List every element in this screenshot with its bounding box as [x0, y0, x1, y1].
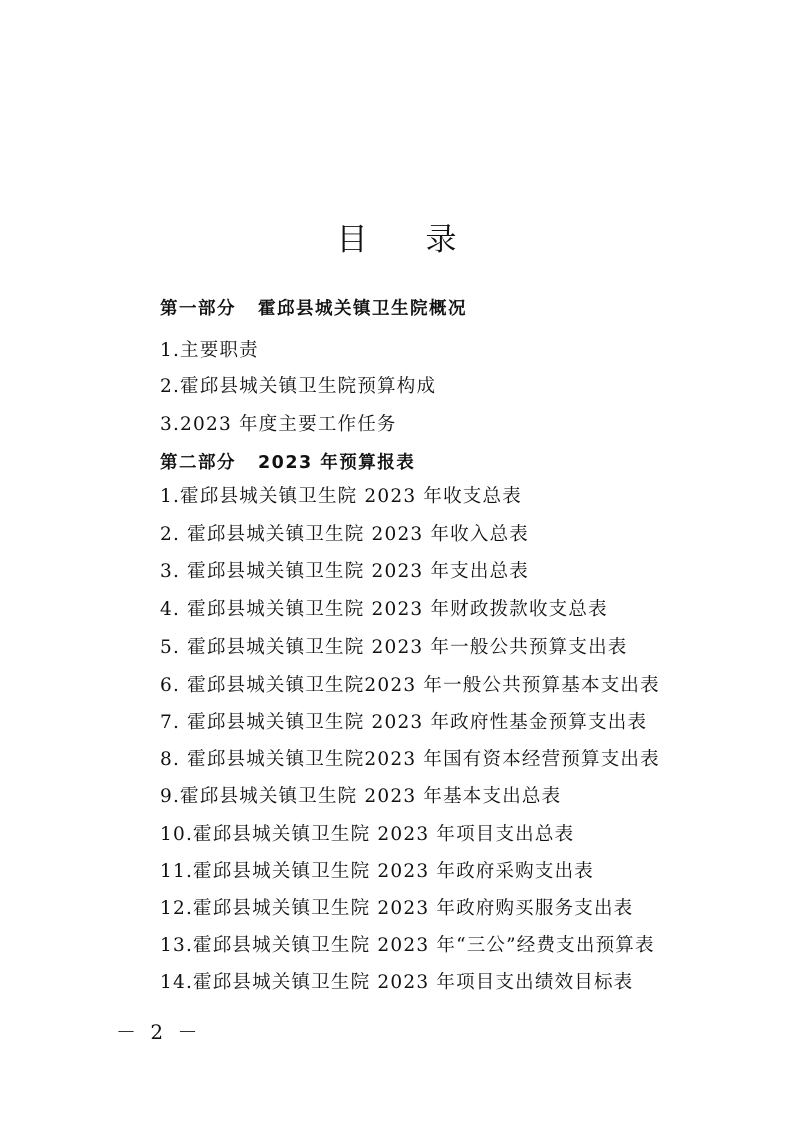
part-1-name: 霍邱县城关镇卫生院概况	[258, 299, 467, 319]
toc-item[interactable]: 2.霍邱县城关镇卫生院预算构成	[160, 376, 437, 397]
page-number: － 2 －	[116, 1020, 202, 1044]
toc-item[interactable]: 9.霍邱县城关镇卫生院 2023 年基本支出总表	[160, 786, 562, 807]
toc-title	[0, 214, 793, 259]
toc-item[interactable]: 14.霍邱县城关镇卫生院 2023 年项目支出绩效目标表	[160, 972, 634, 993]
toc-item[interactable]: 1.霍邱县城关镇卫生院 2023 年收支总表	[160, 486, 522, 507]
toc-title-char-1: 目	[336, 222, 368, 258]
toc-item[interactable]: 6. 霍邱县城关镇卫生院2023 年一般公共预算基本支出表	[160, 675, 660, 696]
toc-item[interactable]: 3. 霍邱县城关镇卫生院 2023 年支出总表	[160, 561, 529, 582]
toc-item[interactable]: 2. 霍邱县城关镇卫生院 2023 年收入总表	[160, 524, 529, 545]
part-1-heading[interactable]	[160, 296, 467, 322]
toc-item[interactable]: 3.2023 年度主要工作任务	[160, 414, 397, 435]
toc-item[interactable]: 12.霍邱县城关镇卫生院 2023 年政府购买服务支出表	[160, 898, 634, 919]
toc-item[interactable]: 4. 霍邱县城关镇卫生院 2023 年财政拨款收支总表	[160, 599, 608, 620]
toc-item[interactable]: 5. 霍邱县城关镇卫生院 2023 年一般公共预算支出表	[160, 637, 628, 658]
toc-item[interactable]: 1.主要职责	[160, 340, 259, 361]
part-2-label: 第二部分	[160, 453, 236, 473]
toc-item[interactable]: 13.霍邱县城关镇卫生院 2023 年“三公”经费支出预算表	[160, 935, 655, 956]
part-2-heading[interactable]	[160, 450, 415, 476]
toc-title-char-2: 录	[425, 222, 457, 258]
toc-item[interactable]: 11.霍邱县城关镇卫生院 2023 年政府采购支出表	[160, 861, 594, 882]
toc-item[interactable]: 8. 霍邱县城关镇卫生院2023 年国有资本经营预算支出表	[160, 749, 660, 770]
toc-item[interactable]: 10.霍邱县城关镇卫生院 2023 年项目支出总表	[160, 824, 575, 845]
part-1-label: 第一部分	[160, 299, 236, 319]
toc-item[interactable]: 7. 霍邱县城关镇卫生院 2023 年政府性基金预算支出表	[160, 712, 648, 733]
part-2-name: 2023 年预算报表	[258, 453, 416, 473]
